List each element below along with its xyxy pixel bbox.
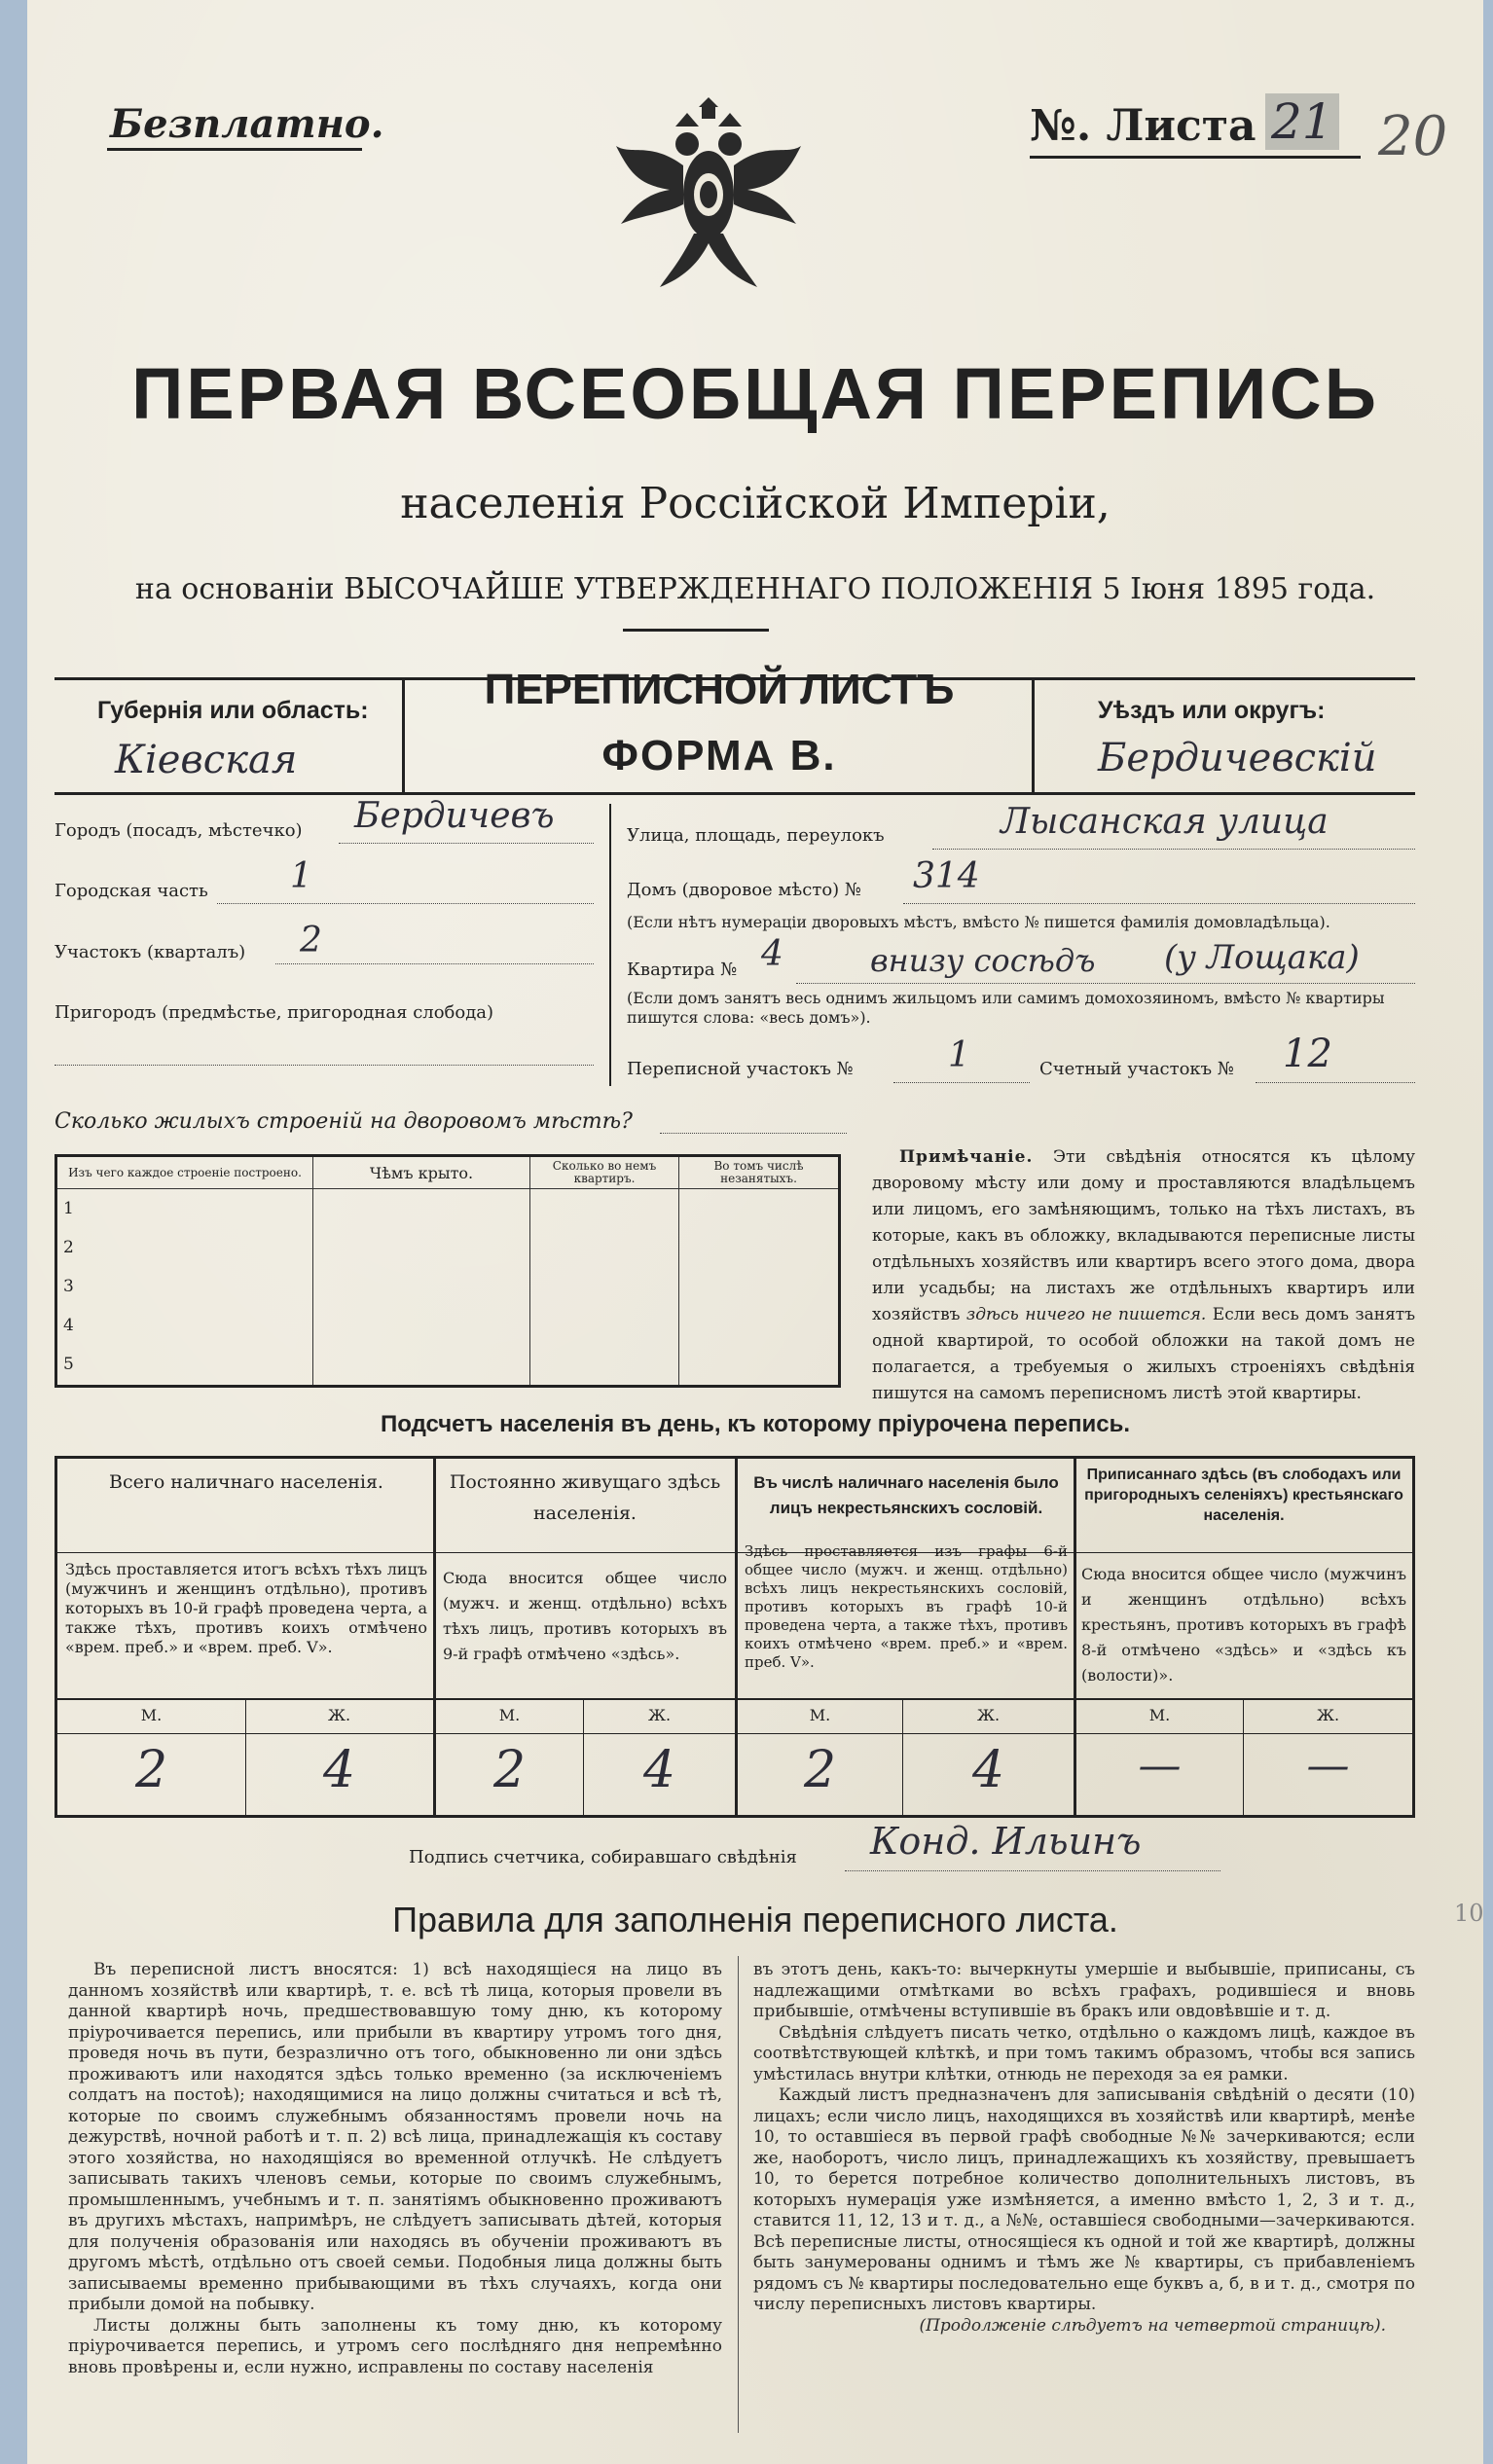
buildings-col-apartments: Сколько во немъ квартиръ. xyxy=(530,1156,679,1189)
sheet-number-label: №. Листа xyxy=(1030,101,1256,151)
house-label: Домъ (дворовое мѣсто) № xyxy=(627,880,861,900)
population-col4-head: Приписаннаго здѣсь (въ слободахъ или пригородныхъ селеніяхъ) крестьянскаго населенія. xyxy=(1084,1467,1403,1524)
buildings-row-number: 2 xyxy=(56,1228,313,1267)
population-col2-m: 2 xyxy=(492,1741,527,1799)
population-col2-desc: Сюда вносится общее число (мужч. и женщ. отдѣльно) всѣхъ тѣхъ лицъ, противъ которыхъ въ 9-й графѣ отмѣчено «здѣсь». xyxy=(443,1569,727,1663)
population-col1-head: Всего наличнаго населенія. xyxy=(109,1471,383,1493)
form-letter: ФОРМА В. xyxy=(601,732,837,779)
note-text-1: Эти свѣдѣнія относятся къ цѣлому дворовому мѣсту или дому и проставляются владѣльцемъ или лицомъ, его замѣняющимъ, только на тѣхъ листахъ, въ которые, какъ въ обложку, вкладываются переписные листы отдѣльныхъ хозяйствъ или квартиръ всего этого дома, двора или усадьбы; на листахъ же отдѣльныхъ квартиръ или хозяйствъ xyxy=(872,1147,1415,1324)
margin-number: 10 xyxy=(1454,1900,1484,1927)
rules-divider xyxy=(738,1956,739,2433)
city-value: Бердичевъ xyxy=(354,796,555,836)
imperial-eagle-icon xyxy=(611,88,806,302)
apartment-note: (Если домъ занятъ весь однимъ жильцомъ или самимъ домохозяиномъ, вмѣсто № квартиры пишутся слова: «весь домъ»). xyxy=(627,989,1385,1027)
f-label: Ж. xyxy=(1316,1706,1340,1724)
street-value: Лысанская улица xyxy=(1001,802,1329,842)
rules-right-p1: въ этотъ день, какъ-то: вычеркнуты умершіе и выбывшіе, приписаны, съ надлежащими отмѣтками во всѣхъ графахъ, родившіеся и вновь прибывшіе, отмѣчены вступившіе въ бракъ или овдовѣвшіе и т. д. xyxy=(753,1960,1415,2021)
note-text-2: Если весь домъ занятъ одной квартирой, то особой обложки на такой домъ не полагается, а требуемыя о жилыхъ строеніяхъ свѣдѣнія пишутся на самомъ переписномъ листѣ этой квартиры. xyxy=(872,1305,1416,1403)
street-label: Улица, площадь, переулокъ xyxy=(627,825,885,846)
apartment-label: Квартира № xyxy=(627,960,738,980)
population-col3-f: 4 xyxy=(971,1741,1005,1799)
house-note: (Если нѣтъ нумераціи дворовыхъ мѣстъ, вмѣсто № пишется фамилія домовладѣльца). xyxy=(627,913,1330,931)
population-col2-head: Постоянно живущаго здѣсь населенія. xyxy=(449,1471,721,1524)
rules-continued: (Продолженіе слѣдуетъ на четвертой страницѣ). xyxy=(919,2315,1386,2336)
buildings-question: Сколько жилыхъ строеній на дворовомъ мѣстѣ? xyxy=(55,1109,633,1134)
census-sheet xyxy=(27,0,1483,2464)
m-label: М. xyxy=(498,1706,521,1724)
population-title: Подсчетъ населенія въ день, къ которому пріурочена перепись. xyxy=(381,1411,1130,1437)
page-title: ПЕРВАЯ ВСЕОБЩАЯ ПЕРЕПИСЬ xyxy=(131,353,1379,434)
legal-basis: на основаніи ВЫСОЧАЙШЕ УТВЕРЖДЕННАГО ПОЛОЖЕНІЯ 5 Іюня 1895 года. xyxy=(134,572,1376,606)
city-part-value: 1 xyxy=(290,856,312,896)
signature-value: Конд. Ильинъ xyxy=(870,1820,1142,1863)
suburb-label: Пригородъ (предмѣстье, пригородная слобода) xyxy=(55,1002,494,1023)
population-table xyxy=(55,1456,1415,1818)
population-col4-m: — xyxy=(1138,1741,1182,1791)
buildings-row-number: 5 xyxy=(56,1345,313,1387)
note-text-italic: здѣсь ничего не пишется. xyxy=(965,1305,1207,1324)
population-col4-f: — xyxy=(1306,1741,1350,1791)
address-divider xyxy=(609,804,611,1086)
f-label: Ж. xyxy=(327,1706,351,1724)
buildings-row-number: 3 xyxy=(56,1267,313,1306)
rules-right-p3: Каждый листъ предназначенъ для записыванія свѣдѣній о десяти (10) лицахъ; если число лицъ, находящихся въ хозяйствѣ или квартирѣ, менѣе 10, то оставшіеся въ первой графѣ свободные №№ зачеркиваются; если же, наоборотъ, число лицъ, принадлежащихъ къ хозяйству, превышаетъ 10, то берется потребное количество дополнительныхъ листовъ, въ которыхъ нумерація уже измѣняется, а именно вмѣсто 1, 2, 3 и т. д., ставится 11, 12, 13 и т. д., а №№, оставшіеся свободными—зачеркиваются. Всѣ переписные листы, относящіеся къ одной и той же квартирѣ, должны быть занумерованы однимъ и тѣмъ же № квартиры, съ прибавленіемъ рядомъ съ № квартиры последовательно еще буквъ а, б, в и т. д., смотря по числу переписныхъ листовъ квартиры. xyxy=(753,2085,1415,2314)
precinct-label: Участокъ (кварталъ) xyxy=(55,942,246,962)
f-label: Ж. xyxy=(647,1706,672,1724)
house-value: 314 xyxy=(913,856,980,896)
buildings-table xyxy=(55,1154,841,1388)
rules-left-p2: Листы должны быть заполнены къ тому дню, къ которому пріурочивается перепись, и утромъ сего послѣдняго дня непремѣнно вновь провѣрены и, если нужно, исправлены по составу населенія xyxy=(68,2315,722,2377)
form-band-divider-right xyxy=(1032,677,1035,795)
f-label: Ж. xyxy=(976,1706,1001,1724)
apartment-value: 4 xyxy=(761,934,783,974)
page-subtitle: населенія Россійской Имперіи, xyxy=(400,479,1111,528)
province-value: Кіевская xyxy=(115,738,298,782)
rules-right-p2: Свѣдѣнія слѣдуетъ писать четко, отдѣльно о каждомъ лицѣ, каждое въ соотвѣтствующей клѣткѣ, и при томъ такимъ образомъ, чтобы вся запись умѣстилась внутри клѣтки, отнюдь не переходя за ея рамки. xyxy=(753,2022,1415,2084)
district-value: Бердичевскій xyxy=(1098,736,1377,780)
population-col1-m: 2 xyxy=(134,1741,168,1799)
m-label: М. xyxy=(140,1706,163,1724)
population-col2-f: 4 xyxy=(642,1741,676,1799)
population-col3-head: Въ числѣ наличнаго населенія было лицъ некрестьянскихъ сословій. xyxy=(753,1473,1059,1517)
rules-left-column xyxy=(68,1960,722,2378)
note-title: Примѣчаніе. xyxy=(899,1147,1034,1167)
city-part-label: Городская часть xyxy=(55,881,208,901)
count-district-value: 12 xyxy=(1283,1032,1332,1076)
m-label: М. xyxy=(1148,1706,1171,1724)
title-rule xyxy=(623,629,769,632)
buildings-col-vacant: Во томъ числѣ незанятыхъ. xyxy=(679,1156,840,1189)
rules-title: Правила для заполненія переписного листа. xyxy=(392,1900,1118,1939)
apartment-extra: внизу сосѣдъ xyxy=(870,942,1096,979)
population-col1-desc: Здѣсь проставляется итогъ всѣхъ тѣхъ лицъ (мужчинъ и женщинъ отдѣльно), противъ которыхъ въ 10-й графѣ проведена черта, а также тѣхъ, противъ коихъ отмѣчено «врем. преб.» и «врем. преб. V». xyxy=(65,1560,427,1656)
census-district-value: 1 xyxy=(948,1035,970,1075)
sheet-number-value: 21 xyxy=(1265,93,1339,150)
buildings-row-number: 4 xyxy=(56,1306,313,1345)
form-title: ПЕРЕПИСНОЙ ЛИСТЪ xyxy=(484,666,955,713)
apartment-extra-2: (у Лощака) xyxy=(1164,938,1360,977)
m-label: М. xyxy=(809,1706,831,1724)
note-block xyxy=(872,1144,1415,1407)
rules-right-column xyxy=(753,1960,1415,2337)
buildings-row-number: 1 xyxy=(56,1189,313,1229)
sheet-number-underline xyxy=(1030,156,1361,159)
form-band-divider-left xyxy=(402,677,405,795)
form-band-bottom xyxy=(55,792,1415,795)
free-underline xyxy=(107,148,362,151)
city-label: Городъ (посадъ, мѣстечко) xyxy=(55,820,303,841)
district-label: Уѣздъ или округъ: xyxy=(1098,697,1326,724)
buildings-col-roof: Чѣмъ крыто. xyxy=(313,1156,530,1189)
province-label: Губернія или область: xyxy=(97,697,369,724)
signature-label: Подпись счетчика, собиравшаго свѣдѣнія xyxy=(409,1847,797,1867)
count-district-label: Счетный участокъ № xyxy=(1039,1059,1234,1079)
buildings-col-material: Изъ чего каждое строеніе построено. xyxy=(56,1156,313,1189)
corner-number: 20 xyxy=(1378,105,1448,168)
population-col4-desc: Сюда вносится общее число (мужчинъ и женщинъ отдѣльно) всѣхъ крестьянъ, противъ которыхъ въ графѣ 8-й отмѣчено «здѣсь» и «здѣсь къ (волости)». xyxy=(1081,1565,1406,1685)
population-col3-desc: Здѣсь проставляется изъ графы 6-й общее число (мужч. и женщ. отдѣльно) всѣхъ лицъ некрестьянскихъ сословій, противъ которыхъ въ графѣ 10-й проведена черта, а также тѣхъ, противъ коихъ отмѣчено «врем. преб.» и «врем. преб. V». xyxy=(745,1542,1068,1671)
rules-left-p1: Въ переписной листъ вносятся: 1) всѣ находящіеся на лицо въ данномъ хозяйствѣ или квартирѣ, т. е. всѣ тѣ лица, которыя провели въ данной квартирѣ ночь, предшествовавшую тому дню, къ которому пріурочивается перепись, или прибыли въ квартиру утромъ того дня, проведя ночь въ пути, безразлично отъ того, обыкновенно ли они здѣсь проживаютъ или находятся здѣсь только временно (за исключеніемъ солдатъ на постоѣ); находящимися на лицо должны считаться и всѣ тѣ, которые по своимъ служебнымъ обязанностямъ провели ночь на дежурствѣ, ночной работѣ и т. п. 2) всѣ лица, принадлежащія къ составу этого хозяйства, но находящіяся во временной отлучкѣ. Не слѣдуетъ записывать такихъ членовъ семьи, которые по своимъ служебнымъ, промышленнымъ, учебнымъ и т. п. занятіямъ обыкновенно проживаютъ въ другихъ мѣстахъ, напримѣръ, не слѣдуетъ записывать дѣтей, которыя для полученія образованія или находясь въ обученіи проживаютъ въ другомъ мѣстѣ, отдѣльно отъ своей семьи. Подобныя лица должны быть записываемы временно прибывающими въ тѣхъ случаяхъ, когда они прибыли домой на побывку. xyxy=(68,1960,722,2314)
census-district-label: Переписной участокъ № xyxy=(627,1059,854,1079)
population-col1-f: 4 xyxy=(322,1741,356,1799)
precinct-value: 2 xyxy=(300,921,322,960)
free-label: Безплатно. xyxy=(110,101,384,147)
population-col3-m: 2 xyxy=(803,1741,837,1799)
